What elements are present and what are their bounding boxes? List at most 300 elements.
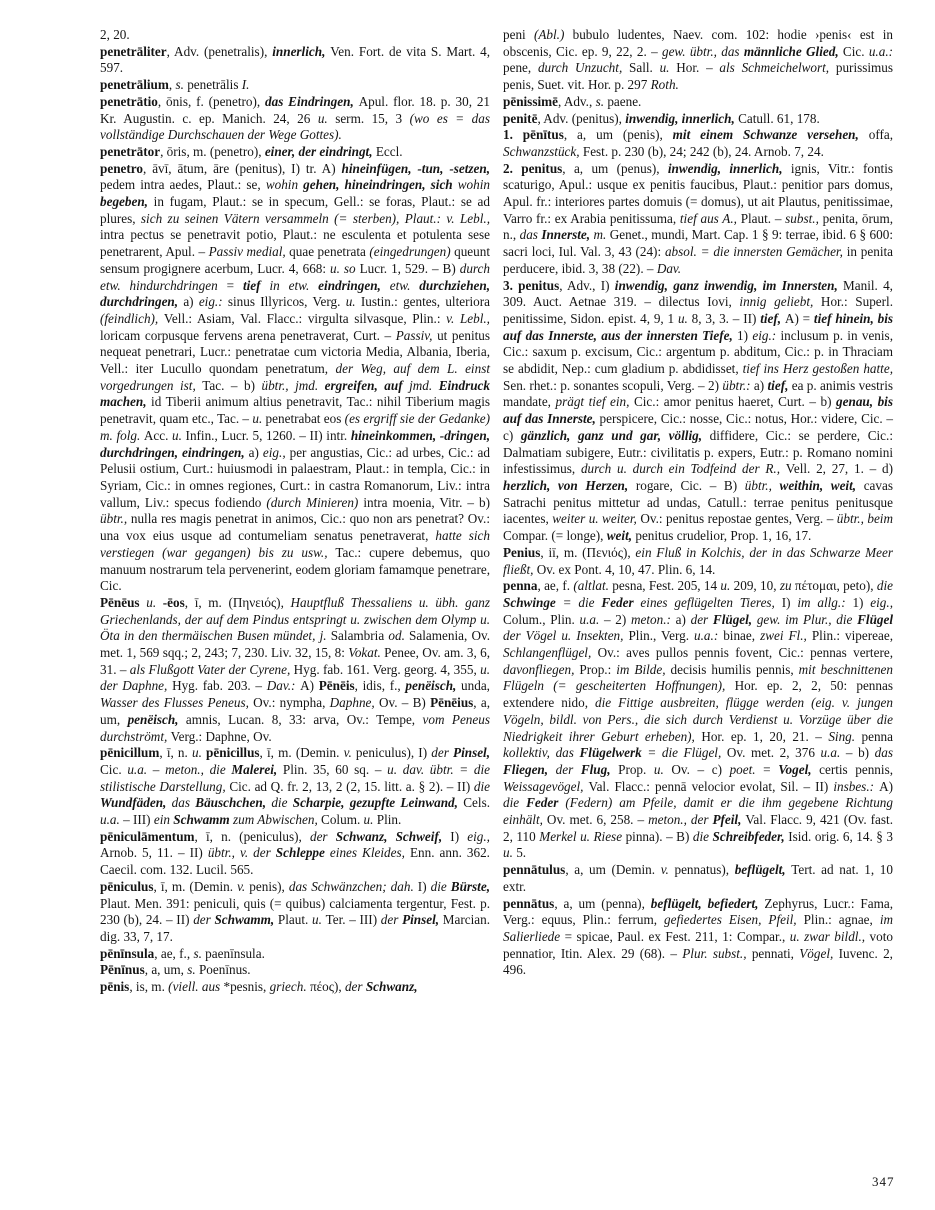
text-run: Apul. flor. 18. p. 30, 21 Kr. Augustin. c. ep. Manich. 24, 26 [100, 93, 491, 126]
text-run: ein [153, 812, 174, 828]
text-run: pinna). – B) [625, 828, 693, 844]
headword: penetrāliter [100, 43, 167, 59]
text-run: herzlich, von Herzen, [503, 477, 636, 493]
text-run: hineinkommen, -dringen, durchdringen, eindringen, [100, 427, 490, 460]
text-run: per angustias, Cic.: ad urbes, Cic.: ad Pelusii ostium, Curt.: huiusmodi in palaestram, Plaut.: in templa, Cic.: in Syriam, Cic.: in omnes regiones, Curt.: in castra Romanorum, Liv.: intra vallum, Liv.: specus fodiendo [100, 444, 490, 510]
text-run: v. [343, 745, 356, 761]
text-run: = [226, 277, 243, 293]
text-run: u. [363, 812, 377, 828]
text-run: u. [317, 110, 336, 126]
text-run: die [876, 578, 893, 594]
text-run: gew. übtr., das [661, 43, 744, 59]
text-run: eines Kleides, [329, 845, 410, 861]
text-run: griech. [269, 979, 310, 995]
text-run: Plin. [376, 812, 402, 828]
text-run: meton., der [648, 812, 713, 828]
text-run: (eingedrungen) [369, 244, 455, 260]
text-run: (viell. aus [168, 979, 224, 995]
text-run: penna [861, 728, 894, 744]
text-run: offa, [868, 127, 894, 143]
text-run: Plin.: agnae, [803, 912, 880, 928]
text-run: gefiedertes Eisen, Pfeil, [664, 912, 804, 928]
text-run: s. [193, 945, 206, 961]
text-run: eig., [467, 828, 490, 844]
text-run: Salamenia, Ov. met. 1, 569 sqq.; 2, 243; 7, 230. Liv. 32, 15, 8: [100, 628, 491, 661]
text-run: Schreibfeder, [712, 828, 789, 844]
text-run: penita, ōrum, n., [503, 210, 894, 243]
text-run: Hyg. fab. 203. – [172, 678, 267, 694]
text-run: Schwanz, [365, 979, 418, 995]
text-run: Passiv medial, [208, 244, 290, 260]
text-run: Pinsel, [402, 912, 443, 928]
text-run: intra moenia, Vitr. – b) [363, 494, 490, 510]
text-run: u.a. [579, 611, 604, 627]
text-run: s. [595, 93, 608, 109]
text-run: Pēnēius [430, 695, 474, 711]
text-run: 1) [852, 594, 871, 610]
text-run: weit, [606, 528, 636, 544]
text-run: der [380, 912, 403, 928]
text-run: Iuvenc. 2, 496. [503, 945, 893, 978]
text-run: (altlat. [573, 578, 613, 594]
text-run: im allg.: [797, 594, 853, 610]
text-run: Plin., Verg. [628, 628, 695, 644]
text-run: u. [653, 761, 672, 777]
text-run: Dav. [656, 260, 682, 276]
text-run: tief aus A., [679, 210, 741, 226]
text-run: loricam corpusque fervens arena penetraverat, Curt. – [100, 327, 396, 343]
text-run: der [431, 745, 454, 761]
text-run: der Vögel u. Insekten, [503, 628, 629, 644]
text-run: πέος), [309, 979, 345, 995]
headword: pēnīnsula [100, 945, 155, 961]
headword: penetrātio [100, 93, 158, 109]
text-run: , Adv., [557, 93, 596, 109]
text-run: Plin. 35, 60 sq. – [282, 761, 388, 777]
text-run: Schlangenflügel, [503, 645, 598, 661]
text-run: Penee, Ov. am. 3, 6, 31. – [100, 645, 490, 677]
text-run: Isid. orig. 6, 14. § 3 [788, 828, 893, 844]
text-run: I) [450, 828, 468, 844]
text-run: u. zwar bildl., [789, 928, 870, 944]
text-run: , a, um (penus), [562, 160, 668, 176]
text-run: sich zu seinen Vätern versammeln (= sterben), Plaut.: v. Lebl., [140, 210, 490, 226]
text-run: Schwanzstück, [503, 143, 583, 159]
text-run: tief [242, 277, 270, 293]
text-run: , Adv. (penetralis), [166, 43, 273, 59]
text-run: Lucr. 1, 529. – B) [359, 260, 460, 276]
text-run: mit einem Schwanze versehen, [672, 127, 869, 143]
dictionary-entry [100, 27, 490, 44]
text-run: Hor. ep. 2, 2, 50: pennas extendere nido, [503, 678, 893, 711]
text-run: id Tiberii animum altius penetravit, Tac.: nihil Tiberium magis penetravit, quam etc., Tac. – [100, 394, 490, 427]
text-run: zwei Fl., [760, 628, 812, 644]
text-run: Zephyrus, Lucr.: Fama, Verg.: equus, Plin.: ferrum, [503, 895, 893, 928]
text-run: zum Abwischen, [233, 812, 322, 828]
text-run: der [193, 912, 215, 928]
text-run: pēnicillus [206, 745, 260, 761]
text-run: ut penitus nequeat penetrari, Lucr.: penetratae cum victoria Media, Albania, Iberia, Vell.: iter Lucullo quondam penetratum, [100, 327, 490, 377]
text-run: perspicere, Cic.: nosse, Cic.: notus, Hor.: videre, Cic. – c) [503, 411, 893, 443]
text-run: Daphne, [329, 695, 379, 711]
text-run: I) [417, 878, 431, 894]
text-run: u. [659, 60, 677, 76]
text-run: penëisch, [405, 678, 462, 694]
headword: 2. penitus [503, 160, 563, 176]
text-run: Schwamm, [214, 912, 278, 928]
text-run: = [763, 761, 779, 777]
text-run: inwendig, ganz inwendig, im Innersten, [614, 277, 844, 293]
text-run: bubulo ludentes, Naev. com. 102: hodie ›penis‹ est in obscenis, Cic. ep. 9, 22, 2. – [503, 27, 893, 59]
text-run: , ī, m. (Demin. [259, 745, 344, 761]
text-run: Colum. [321, 812, 364, 828]
text-run: mit beschnittenen Flügeln (= gescheiterten Hoffnungen), [503, 661, 893, 694]
text-run: u. [252, 411, 266, 427]
text-run: u. so [330, 260, 360, 276]
text-run: , ī, m. (Πηνειός), [184, 594, 291, 610]
text-run: übtr., jmd. [261, 377, 325, 393]
text-run: Schwamm [173, 812, 233, 828]
text-run: , a, um (penis), [563, 127, 673, 143]
text-run: meton.: [631, 611, 676, 627]
text-run: Bürste, [450, 878, 490, 894]
text-run: – 2) [603, 611, 631, 627]
text-run: vom Peneus durchströmt, [100, 711, 490, 744]
text-run: beflügelt, befiedert, [650, 895, 765, 911]
text-run: intra pectus se penetravit potio, Plaut.: ne esculenta et potulenta sese penetrarent, Apul. – [100, 227, 490, 260]
text-run: (Federn) am Pfeile, damit er die ihm gegebene Richtung einhält, [503, 795, 893, 828]
text-run: übtr., [100, 511, 131, 527]
text-run: Cels. [463, 795, 491, 811]
text-run: Scharpie, gezupfte Leinwand, [292, 795, 464, 811]
text-run: die [473, 778, 491, 794]
text-run: A) [300, 678, 319, 694]
text-run: im Salierliede [503, 912, 894, 944]
text-run: ein Fluß in Kolchis, der in das Schwarze Meer fließt, [503, 544, 893, 577]
headword: pēnis [100, 979, 130, 995]
text-run: u. dav. übtr. = die stilistische Darstellung, [100, 761, 491, 794]
text-run: Weissagevögel, [503, 778, 589, 794]
text-run: Flug, [580, 761, 619, 777]
text-run: (feindlich), [100, 310, 164, 326]
text-columns [100, 27, 894, 996]
headword: pēnissimē [503, 93, 558, 109]
text-run: hatte sich verstiegen (war gegangen) bis zu usw., [100, 528, 490, 560]
dictionary-entry [100, 946, 490, 963]
text-run: Pfeil, [712, 812, 746, 828]
text-run: penetrālis [187, 77, 242, 93]
text-run: Eccl. [375, 143, 403, 159]
text-run: – III) [123, 812, 154, 828]
dictionary-entry [100, 161, 490, 595]
text-run: od. [388, 628, 410, 644]
text-run: Bäuschchen, [195, 795, 272, 811]
text-run: Innerste, [541, 227, 594, 243]
text-run: , ī, m. (Demin. [153, 878, 238, 894]
text-run: Prop.: [579, 661, 617, 677]
text-run: quae penetrata [289, 244, 370, 260]
dictionary-entry [100, 44, 490, 77]
text-run: durch u. durch ein Todfeind der R., [580, 461, 786, 477]
text-run: Hyg. fab. 161. Verg. georg. 4, 355, [293, 661, 481, 677]
text-run: subst., [785, 210, 823, 226]
text-run: der [690, 611, 713, 627]
text-run: Cic. [100, 761, 128, 777]
text-run: Cic. [842, 43, 869, 59]
text-run: queunt sensum progignere acerbum, Lucr. 4, 668: [100, 244, 491, 276]
text-run: tief ins Herz gestoßen hatte, [742, 361, 893, 377]
text-run: a) [675, 611, 691, 627]
text-run: certis pennis, [819, 761, 893, 777]
text-run: insbes.: [833, 778, 880, 794]
text-run: Salambria [330, 628, 389, 644]
text-run: innig geliebt, [739, 294, 821, 310]
text-run: v. Lebl., [446, 310, 490, 326]
text-run: , a, um, [100, 695, 490, 727]
text-run: poet. [729, 761, 764, 777]
text-run: Acc. [143, 427, 173, 443]
text-run: Dav.: [266, 678, 301, 694]
dictionary-entry [100, 77, 490, 94]
text-run: diffidere, Cic.: se perdere, Cic.: Dalmatiam subigere, Eutr.: civilitatis p. expers, Eutr.: p. Romano nomini infestissimus, [503, 427, 893, 477]
text-run: innerlich, [272, 43, 331, 59]
text-run: I. [241, 77, 250, 93]
dictionary-entry [503, 161, 893, 278]
text-run: Manil. 4, 309. Auct. Aetnae 319. – dilectus Iovi, [503, 277, 893, 310]
text-run: eig., [870, 594, 893, 610]
text-run: paenīnsula. [205, 945, 265, 961]
text-run: , idis, f., [354, 678, 406, 694]
text-run: übtr., [744, 477, 780, 493]
text-run: Verg.: Daphne, Ov. [170, 728, 272, 744]
text-run: ignis, Vitr.: fontis scaturigo, Apul.: usque ex penitis faucibus, Plaut.: penitior pars domus, Apul. fr.: interiores partes domuis (= domus), ut ait Plautus, penitissimae, Varro fr.: ex Arabia penitissuma, [503, 160, 893, 226]
headword: pennātus [503, 895, 555, 911]
dictionary-entry [100, 829, 490, 879]
text-run: , ae, f., [154, 945, 194, 961]
text-run: durch Unzucht, [537, 60, 629, 76]
dictionary-entry [503, 111, 893, 128]
text-run: prägt tief ein, [555, 394, 634, 410]
text-run: v. [237, 878, 250, 894]
text-run: u. [172, 427, 186, 443]
text-run: Vögel, [799, 945, 839, 961]
text-run: Merkel u. Riese [539, 828, 626, 844]
text-run: pennatus), [674, 862, 735, 878]
text-run: zu [779, 578, 795, 594]
text-run: = die [562, 594, 602, 610]
headword: Pēnīnus [100, 962, 145, 978]
text-run: 2, 20. [100, 27, 130, 42]
text-run: als Flußgott Vater der Cyrene, [129, 661, 294, 677]
text-run: einer, der eindringt, [264, 143, 376, 159]
text-run: Plaut. Men. 391: peniculi, quis (= quibus) calciamenta tergentur, Fest. p. 230 (b), 24. – II) [100, 895, 490, 928]
text-run: Ven. Fort. de vita S. Mart. 4, 597. [100, 43, 491, 76]
text-run: pene, [503, 60, 538, 76]
text-run: wohin [265, 177, 304, 193]
text-run: Compar. (= longe), [503, 528, 607, 544]
text-run: Vogel, [778, 761, 820, 777]
text-run: Prop. [618, 761, 654, 777]
text-run: u.a. – meton., die [127, 761, 232, 777]
headword: pennātulus [503, 862, 566, 878]
text-run: das [519, 227, 542, 243]
text-run: der [555, 761, 581, 777]
dictionary-entry [503, 896, 893, 980]
text-run: Ov. – B) [378, 695, 431, 711]
text-run: Vokat. [348, 645, 385, 661]
text-run: die [430, 878, 451, 894]
text-run: Infin., Lucr. 5, 1260. – II) intr. [185, 427, 351, 443]
dictionary-entry [100, 144, 490, 161]
text-run: Ov.: penitus repostae gentes, Verg. – [640, 511, 837, 527]
text-run: das [171, 795, 196, 811]
text-run: wohin [457, 177, 490, 193]
headword: penetrālium [100, 77, 169, 93]
headword: pēnicillum [100, 745, 160, 761]
text-run: (durch Minieren) [266, 494, 364, 510]
text-run: A) [879, 778, 893, 794]
text-run: eindringen, [318, 277, 390, 293]
text-run: beflügelt, [734, 862, 792, 878]
text-run: tief, [767, 377, 792, 393]
dictionary-entry [503, 545, 893, 578]
text-run: Pinsel, [453, 745, 491, 761]
dictionary-entry [503, 862, 893, 895]
text-run: Hor. – [676, 60, 720, 76]
text-run: πέτομαι, peto), [794, 578, 877, 594]
text-run: gew. im Plur., die [756, 611, 858, 627]
text-run: u. [720, 578, 734, 594]
text-run: Sen. rhet.: p. sonantes scopuli, Verg. – 2) [503, 377, 723, 393]
headword: Pēnēus [100, 594, 147, 610]
text-run: Schwinge [503, 594, 563, 610]
text-run: Passiv, [395, 327, 438, 343]
text-run: die [692, 828, 713, 844]
headword: 3. penitus [503, 277, 560, 293]
text-run: tief, [760, 310, 785, 326]
text-run: begeben, [100, 194, 154, 210]
text-run: ergreifen, auf [324, 377, 410, 393]
text-run: pennati, [751, 945, 800, 961]
text-run: , iī, m. (Πενιός), [540, 544, 636, 560]
text-run: Ov.: nympha, [253, 695, 330, 711]
text-run: u. [345, 294, 361, 310]
text-run: nulla res magis penetrat in animos, Cic.: quo non ars penetrat? Ov.: una vox eius usque ad contumeliam senatus penetraverat, [100, 511, 490, 544]
text-run: , a, um (penna), [554, 895, 651, 911]
text-run: penëisch, [127, 711, 186, 727]
text-run: die [503, 795, 527, 811]
text-run: peniculus), I) [355, 745, 432, 761]
text-run: *pesnis, [223, 979, 270, 995]
text-run: davonfliegen, [503, 661, 580, 677]
text-run: eig.: [752, 327, 781, 343]
text-run: eig.: [198, 294, 228, 310]
text-run: u.a.: [694, 628, 724, 644]
text-run: Ov. – c) [671, 761, 730, 777]
text-run: Val. Flacc. 9, 421 (Ov. fast. 2, 110 [503, 812, 894, 844]
text-run: inclusum p. in venis, Cic.: saxum p. excisum, Cic.: argentum p. abditum, Cic.: p. in Thraciam se abdidit, Nep.: cum gladium p. abdidisset, [503, 327, 893, 377]
text-run: Ov. met. 2, 376 [726, 745, 821, 761]
text-run: die [271, 795, 293, 811]
text-run: weithin, weit, [779, 477, 864, 493]
text-run: übtr., v. der [207, 845, 276, 861]
text-run: u. [503, 845, 517, 861]
headword: penetrātor [100, 143, 161, 159]
text-run: -ēos [162, 594, 185, 610]
text-run: absol. = die innersten Gemächer, [664, 244, 847, 260]
text-run: 8, 3, 3. – II) [691, 310, 761, 326]
text-run: Vell. 2, 27, 1. – d) [785, 461, 893, 477]
text-run: Flügelwerk [579, 745, 648, 761]
text-run: kollektiv, das [503, 745, 580, 761]
text-run: u. [146, 594, 163, 610]
text-run: Hor.: Superl. penitissime, Sidon. epist. 4, 9, 1 [503, 294, 894, 326]
text-run: Wasser des Flusses Peneus, [100, 695, 254, 711]
text-run: das Eindringen, [265, 93, 359, 109]
text-run: Arnob. 5, 11. – II) [100, 845, 208, 861]
text-run: Cic.: amor penitus haeret, Curt. – b) [633, 394, 837, 410]
text-run: der [344, 979, 366, 995]
text-run: eines geflügelten Tieres, [640, 594, 782, 610]
text-run: der [309, 828, 336, 844]
text-run: Roth. [650, 77, 679, 93]
text-run: serm. 15, 3 [335, 110, 410, 126]
dictionary-entry [503, 127, 893, 160]
text-run: Plur. subst., [682, 945, 752, 961]
text-run: , [168, 77, 176, 93]
text-run: das Schwänzchen; dah. [288, 878, 418, 894]
left-column [100, 27, 490, 996]
dictionary-entry [100, 979, 490, 996]
text-run: Sall. [629, 60, 660, 76]
text-run: Colum., Plin. [503, 611, 580, 627]
text-run: Eindruck machen, [100, 377, 490, 410]
text-run: , ī, n. [159, 745, 192, 761]
text-run: A) = [784, 310, 814, 326]
text-run: Wundfäden, [100, 795, 172, 811]
text-run: peni [503, 27, 534, 42]
text-run: Schwanz, Schweif, [335, 828, 451, 844]
dictionary-entry [100, 962, 490, 979]
text-run: unda, [461, 678, 490, 694]
text-run: , Adv., I) [559, 277, 615, 293]
text-run: ea p. animis vestris mandate, [503, 377, 893, 410]
dictionary-entry [503, 94, 893, 111]
text-run: , āvī, ātum, āre (penitus), I) tr. A) [142, 160, 342, 176]
dictionary-entry [503, 578, 893, 862]
dictionary-entry [100, 94, 490, 144]
text-run: decisis humilis pennis, [670, 661, 799, 677]
headword: pēniculus [100, 878, 154, 894]
text-run: männliche Glied, [743, 43, 843, 59]
text-run: – b) [845, 745, 875, 761]
text-run: pedem intra aedes, Plaut.: se, [100, 177, 266, 193]
page-number: 347 [872, 1174, 895, 1189]
text-run: durchziehen, durchdringen, [100, 277, 491, 310]
text-run: = die Flügel, [647, 745, 727, 761]
text-run: (es ergriff sie der Gedanke) m. folg. [100, 411, 490, 443]
text-run: a) [248, 444, 263, 460]
text-run: pesna, Fest. 205, 14 [612, 578, 721, 594]
text-run: , ī, n. (peniculus), [194, 828, 310, 844]
dictionary-entry [503, 278, 893, 545]
text-run: sinus Illyricos, Verg. [227, 294, 346, 310]
text-run: Marcian. dig. 33, 7, 17. [100, 912, 491, 944]
text-run: u. der Daphne, [100, 661, 490, 694]
text-run: Ov.: aves pullos pennis fovent, Cic.: pennas vertere, [597, 645, 893, 661]
text-run: paene. [607, 93, 642, 109]
text-run: gehen, hineindringen, sich [303, 177, 458, 193]
